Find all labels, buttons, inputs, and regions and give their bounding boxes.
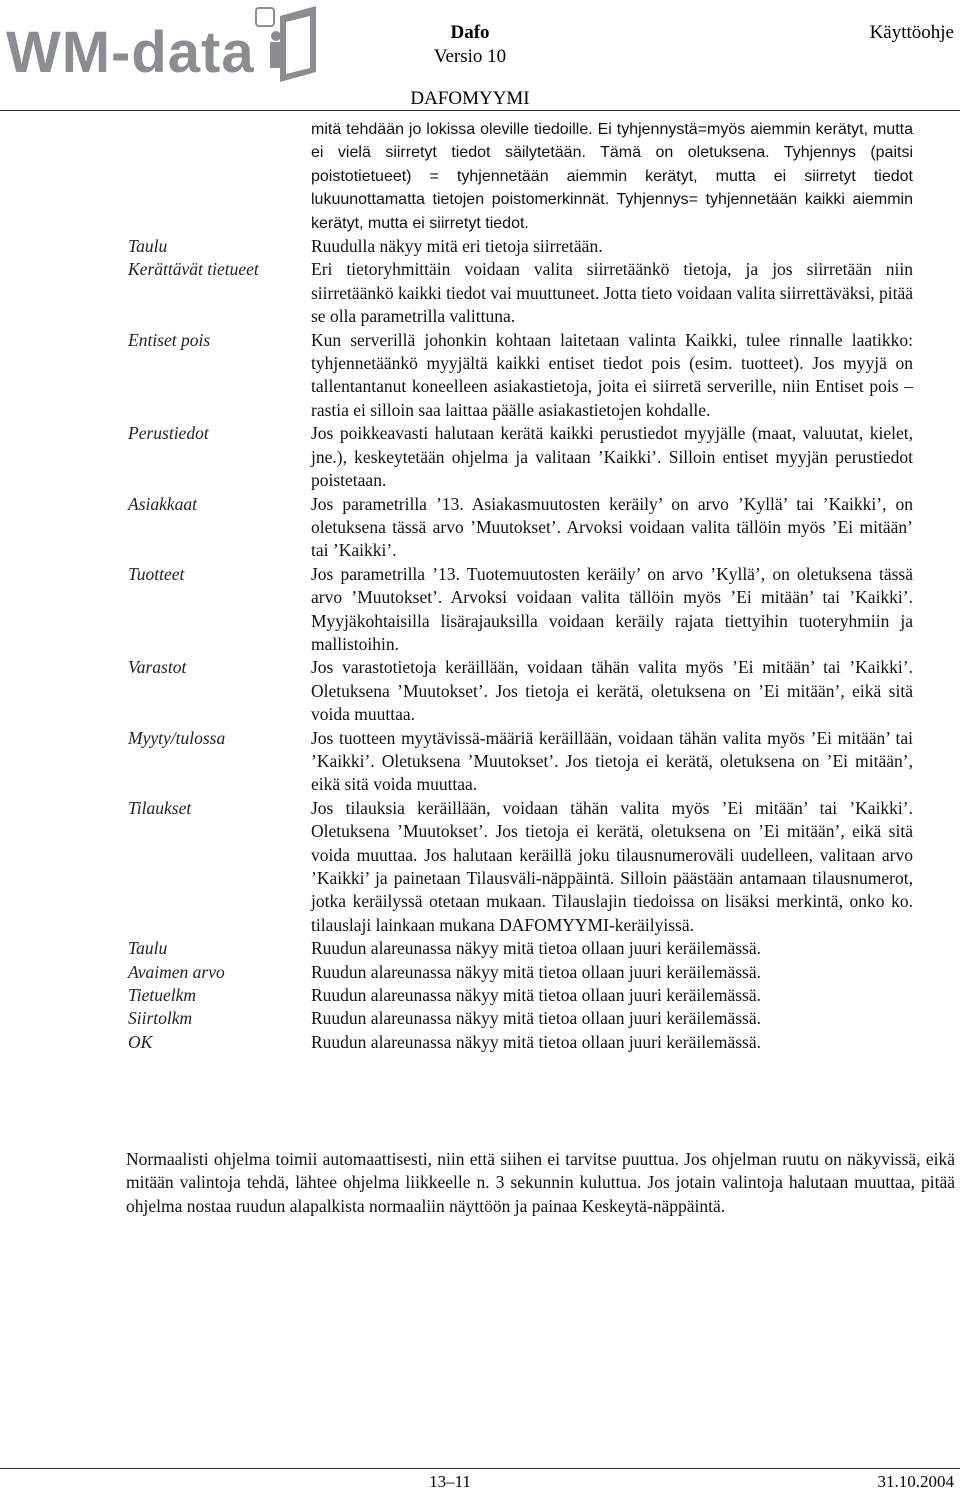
field-description: Ruudulla näkyy mitä eri tietoja siirretään. <box>311 236 603 257</box>
field-label: Perustiedot <box>128 423 209 444</box>
field-label: Entiset pois <box>128 329 211 350</box>
field-description: Jos parametrilla ’13. Asiakasmuutosten keräily’ on arvo ’Kyllä’ tai ’Kaikki’, on oletuksena tässä arvo ’Muutokset’. Arvoksi voidaan valita tällöin myös ’Ei mitään’ tai ’Kaikki’. <box>311 493 913 561</box>
footer-date: 31.10.2004 <box>877 1472 954 1491</box>
field-label: Avaimen arvo <box>128 961 225 982</box>
list-item <box>0 258 960 328</box>
field-label: Varastot <box>128 657 187 678</box>
document-version: Versio 10 <box>433 46 507 67</box>
field-label: Siirtolkm <box>128 1008 193 1029</box>
list-item <box>0 797 960 937</box>
field-label: Taulu <box>128 938 168 959</box>
field-description: Ruudun alareunassa näkyy mitä tietoa ollaan juuri keräilemässä. <box>311 1008 761 1029</box>
list-item <box>0 984 960 1007</box>
logo-figure-icon <box>256 6 316 82</box>
list-item <box>0 563 960 657</box>
header-divider <box>0 110 960 111</box>
list-item <box>0 727 960 797</box>
field-label: Asiakkaat <box>128 493 198 514</box>
logo-text: WM-data <box>6 20 255 85</box>
field-label: Tuotteet <box>128 563 185 584</box>
field-description: Jos varastotietoja keräillään, voidaan tähän valita myös ’Ei mitään’ tai ’Kaikki’. Oletuksena ’Muutokset’. Jos tietoja ei kerätä, oletuksena on ’Ei mitään’, eikä sitä voida muuttaa. <box>311 657 913 725</box>
page-header <box>0 0 960 112</box>
list-item <box>0 1031 960 1054</box>
field-description: Ruudun alareunassa näkyy mitä tietoa ollaan juuri keräilemässä. <box>311 1031 761 1052</box>
body-paragraph: Normaalisti ohjelma toimii automaattisesti, niin että siihen ei tarvitse puuttua. Jos ohjelman ruutu on näkyvissä, eikä mitään valintoja tehdä, lähtee ohjelma liikkeelle n. 3 sekunnin kuluttua. Jos jotain valintoja halutaan muuttaa, pitää ohjelma nostaa ruudun alapalkista normaaliin näyttöön ja painaa Keskeytä-näppäintä. <box>126 1149 955 1216</box>
list-item <box>0 118 960 235</box>
field-label: OK <box>128 1031 153 1052</box>
field-description: mitä tehdään jo lokissa oleville tiedoille. Ei tyhjennystä=myös aiemmin kerätyt, mutta ei vielä siirretyt tiedot säilytetään. Tämä on oletuksena. Tyhjennys (paitsi poistotietueet) = tyhjennetään aiemmin kerätyt, mutta ei siirretyt tiedot lukuunottamatta tietojen poistomerkinnät. Tyhjennys= tyhjennetään kaikki aiemmin kerätyt, mutta ei siirretyt tiedot. <box>311 121 913 232</box>
list-item <box>0 235 960 258</box>
list-item <box>0 329 960 423</box>
wm-data-logo <box>4 2 322 90</box>
list-item <box>0 937 960 960</box>
field-description-list <box>0 118 960 1054</box>
field-label: Tietuelkm <box>128 985 197 1006</box>
list-item <box>0 961 960 984</box>
field-label: Tilaukset <box>128 797 192 818</box>
field-label <box>0 118 311 235</box>
list-item <box>0 422 960 492</box>
field-description: Ruudun alareunassa näkyy mitä tietoa ollaan juuri keräilemässä. <box>311 938 761 959</box>
page-number: 13–11 <box>429 1472 471 1491</box>
document-type: Käyttöohje <box>869 22 954 43</box>
list-item <box>0 1007 960 1030</box>
field-label: Myyty/tulossa <box>128 727 226 748</box>
field-description: Jos poikkeavasti halutaan kerätä kaikki perustiedot myyjälle (maat, valuutat, kielet, jne.), keskeytetään ohjelma ja valitaan ’Kaikki’. Silloin entiset myyjän perustiedot poistetaan. <box>311 423 913 491</box>
module-name: DAFOMYYMI <box>410 88 530 109</box>
footer-divider <box>0 1468 960 1469</box>
field-description: Eri tietoryhmittäin voidaan valita siirretäänkö tietoja, ja jos siirretään niin siirretäänkö kaikki tiedot vai muuttuneet. Jotta tieto voidaan valita siirrettäväksi, pitää se olla parametrilla valittuna. <box>311 259 913 327</box>
document-title: Dafo <box>450 22 490 43</box>
field-description: Jos tuotteen myytävissä-määriä keräillään, voidaan tähän valita myös ’Ei mitään’ tai ’Kaikki’. Oletuksena ’Muutokset’. Jos tietoja ei kerätä, oletuksena on ’Ei mitään’, eikä sitä voida muuttaa. <box>311 727 913 795</box>
field-description: Kun serverillä johonkin kohtaan laitetaan valinta Kaikki, tulee rinnalle laatikko: tyhjennetäänkö myyjältä kaikki entiset tiedot pois (esim. tuotteet). Jos myyjä on tallentantanut koneelleen asiakastietoja, joita ei siirretä serverille, niin Entiset pois –rastia ei silloin saa laittaa päälle asiakastietojen kohdalle. <box>311 329 913 420</box>
list-item <box>0 656 960 726</box>
field-description: Jos tilauksia keräillään, voidaan tähän valita myös ’Ei mitään’ tai ’Kaikki’. Oletuksena ’Muutokset’. Jos tietoja ei kerätä, oletuksena on ’Ei mitään’, eikä sitä voida muuttaa. Jos halutaan keräillä joku tilausnumeroväli uudelleen, valitaan arvo ’Kaikki’ ja painetaan Tilausväli-näppäintä. Silloin päästään antamaan tilausnumerot, jotka keräilyssä otetaan mukaan. Tilauslajin tiedoissa on lisäksi merkintä, onko ko. tilauslaji lainkaan mukana DAFOMYYMI-keräilyissä. <box>311 797 913 935</box>
field-label: Kerättävät tietueet <box>128 259 259 280</box>
field-label: Taulu <box>128 236 168 257</box>
list-item <box>0 493 960 563</box>
field-description: Ruudun alareunassa näkyy mitä tietoa ollaan juuri keräilemässä. <box>311 961 761 982</box>
field-description: Ruudun alareunassa näkyy mitä tietoa ollaan juuri keräilemässä. <box>311 985 761 1006</box>
field-description: Jos parametrilla ’13. Tuotemuutosten keräily’ on arvo ’Kyllä’, on oletuksena tässä arvo ’Muutokset’. Arvoksi voidaan valita tällöin myös ’Ei mitään’ tai ’Kaikki’. Myyjäkohtaisilla lisärajauksilla voidaan keräily rajata tiettyihin tuoteryhmiin ja mallistoihin. <box>311 563 913 654</box>
